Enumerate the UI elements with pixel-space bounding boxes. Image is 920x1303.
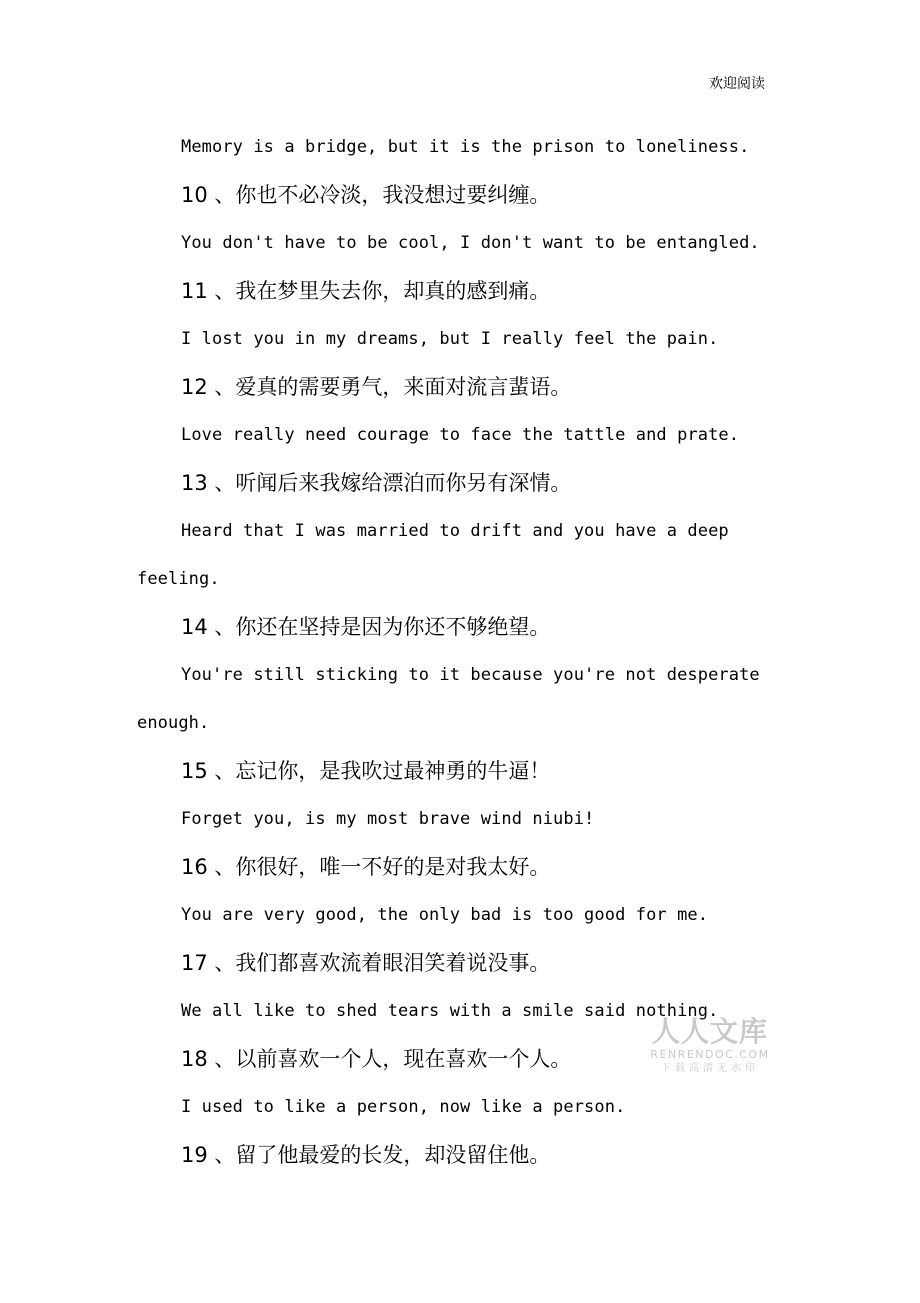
text-line: You're still sticking to it because you're not desperate <box>181 665 760 685</box>
watermark-url: RENRENDOC.COM <box>650 1048 770 1061</box>
text-line: I used to like a person, now like a person. <box>181 1097 626 1117</box>
text-line: 14 、你还在坚持是因为你还不够绝望。 <box>181 615 551 639</box>
text-line: 16 、你很好，唯一不好的是对我太好。 <box>181 855 551 879</box>
text-line: Forget you, is my most brave wind niubi! <box>181 809 595 829</box>
text-line: 12 、爱真的需要勇气，来面对流言蜚语。 <box>181 375 572 399</box>
watermark-brand: 人人文库 <box>651 1015 768 1048</box>
text-line: You are very good, the only bad is too good for me. <box>181 905 709 925</box>
page-header-title: 欢迎阅读 <box>709 76 765 92</box>
watermark-tagline: 下载高清无水印 <box>661 1063 759 1074</box>
text-line: enough. <box>137 713 210 733</box>
text-line: 17 、我们都喜欢流着眼泪笑着说没事。 <box>181 951 551 975</box>
text-line: We all like to shed tears with a smile said nothing. <box>181 1001 719 1021</box>
text-line: 18 、以前喜欢一个人，现在喜欢一个人。 <box>181 1047 572 1071</box>
text-line: 13 、听闻后来我嫁给漂泊而你另有深情。 <box>181 471 572 495</box>
text-line: feeling. <box>137 569 220 589</box>
text-line: I lost you in my dreams, but I really feel the pain. <box>181 329 719 349</box>
watermark <box>647 1016 773 1076</box>
text-line: 15 、忘记你，是我吹过最神勇的牛逼！ <box>181 759 551 783</box>
text-line: 19 、留了他最爱的长发，却没留住他。 <box>181 1143 551 1167</box>
text-line: Love really need courage to face the tattle and prate. <box>181 425 740 445</box>
text-line: Memory is a bridge, but it is the prison to loneliness. <box>181 137 750 157</box>
text-line: Heard that I was married to drift and you have a deep <box>181 521 729 541</box>
text-line: 11 、我在梦里失去你，却真的感到痛。 <box>181 279 551 303</box>
text-line: 10 、你也不必冷淡，我没想过要纠缠。 <box>181 183 551 207</box>
text-line: You don't have to be cool, I don't want to be entangled. <box>181 233 760 253</box>
